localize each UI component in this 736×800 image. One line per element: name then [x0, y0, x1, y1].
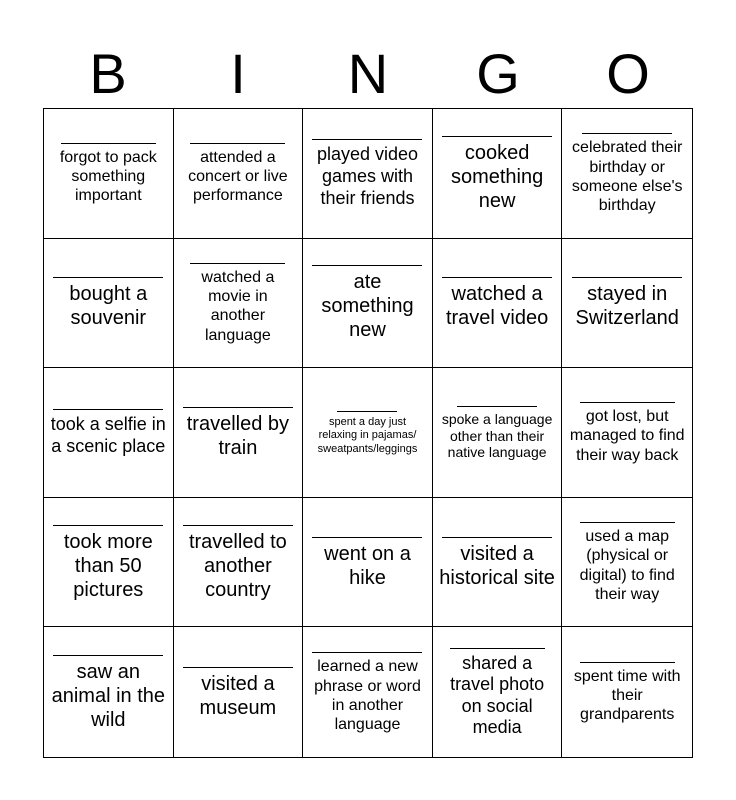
blank-line [337, 409, 397, 412]
cell-text: played video games with their friends [316, 144, 419, 208]
blank-line [53, 407, 163, 410]
cell-text: saw an animal in the wild [51, 660, 165, 731]
cell-text: visited a museum [199, 672, 277, 719]
cell-text: spent a day just relaxing in pajamas/ sweatpants/leggings [317, 416, 418, 455]
cell-text: travelled by train [186, 412, 290, 459]
cell-text: bought a souvenir [69, 283, 148, 330]
blank-line [312, 263, 422, 266]
blank-line [442, 535, 552, 538]
bingo-cell[interactable] [562, 627, 692, 757]
cell-text: celebrated their birthday or someone else's birthday [571, 139, 683, 214]
bingo-header [43, 40, 693, 108]
bingo-cell[interactable] [433, 109, 563, 239]
header-letter-i: I [230, 42, 246, 105]
blank-line [53, 275, 163, 278]
bingo-cell[interactable] [174, 109, 304, 239]
cell-text: used a map (physical or digital) to find their way [579, 528, 675, 603]
blank-line [582, 131, 672, 134]
blank-line [183, 405, 293, 408]
bingo-cell[interactable] [433, 368, 563, 498]
bingo-cell[interactable] [303, 239, 433, 369]
blank-line [312, 535, 422, 538]
cell-text: learned a new phrase or word in another language [314, 658, 421, 733]
bingo-cell[interactable] [562, 109, 692, 239]
blank-line [450, 646, 545, 649]
bingo-cell[interactable] [562, 498, 692, 628]
bingo-cell[interactable] [174, 627, 304, 757]
bingo-cell[interactable] [303, 109, 433, 239]
cell-text: got lost, but managed to find their way back [569, 408, 685, 464]
bingo-cell[interactable] [44, 109, 174, 239]
blank-line [457, 404, 537, 407]
bingo-cell[interactable] [433, 239, 563, 369]
blank-line [183, 665, 293, 668]
blank-line [580, 520, 675, 523]
blank-line [53, 523, 163, 526]
bingo-grid [43, 108, 693, 758]
bingo-cell[interactable] [562, 368, 692, 498]
blank-line [572, 275, 682, 278]
cell-text: watched a movie in another language [201, 269, 275, 344]
blank-line [190, 261, 285, 264]
bingo-cell[interactable] [44, 627, 174, 757]
blank-line [183, 523, 293, 526]
cell-text: took a selfie in a scenic place [50, 414, 166, 456]
blank-line [312, 650, 422, 653]
cell-text: spent time with their grandparents [573, 667, 681, 724]
bingo-cell[interactable] [303, 627, 433, 757]
bingo-cell[interactable] [44, 368, 174, 498]
blank-line [580, 660, 675, 663]
blank-line [442, 275, 552, 278]
cell-text: visited a historical site [439, 542, 555, 589]
header-letter-g: G [476, 42, 520, 105]
cell-text: attended a concert or live performance [188, 149, 288, 205]
cell-text: went on a hike [324, 542, 411, 589]
bingo-cell[interactable] [562, 239, 692, 369]
cell-text: watched a travel video [445, 283, 549, 330]
cell-text: cooked something new [450, 141, 544, 212]
bingo-cell[interactable] [303, 498, 433, 628]
cell-text: spoke a language other than their native language [441, 410, 553, 461]
bingo-cell[interactable] [303, 368, 433, 498]
blank-line [53, 653, 163, 656]
bingo-cell[interactable] [433, 498, 563, 628]
blank-line [190, 141, 285, 144]
bingo-cell[interactable] [433, 627, 563, 757]
blank-line [312, 137, 422, 140]
blank-line [442, 134, 552, 137]
bingo-cell[interactable] [44, 498, 174, 628]
bingo-cell[interactable] [44, 239, 174, 369]
header-letter-o: O [606, 42, 650, 105]
header-letter-n: N [347, 42, 389, 105]
cell-text: travelled to another country [188, 530, 287, 601]
bingo-cell[interactable] [174, 368, 304, 498]
bingo-cell[interactable] [174, 239, 304, 369]
cell-text: ate something new [321, 271, 414, 342]
cell-text: forgot to pack something important [59, 149, 157, 205]
header-letter-b: B [89, 42, 127, 105]
cell-text: took more than 50 pictures [63, 530, 153, 601]
bingo-cell[interactable] [174, 498, 304, 628]
blank-line [580, 400, 675, 403]
cell-text: shared a travel photo on social media [450, 652, 545, 738]
blank-line [61, 141, 156, 144]
cell-text: stayed in Switzerland [575, 283, 679, 330]
